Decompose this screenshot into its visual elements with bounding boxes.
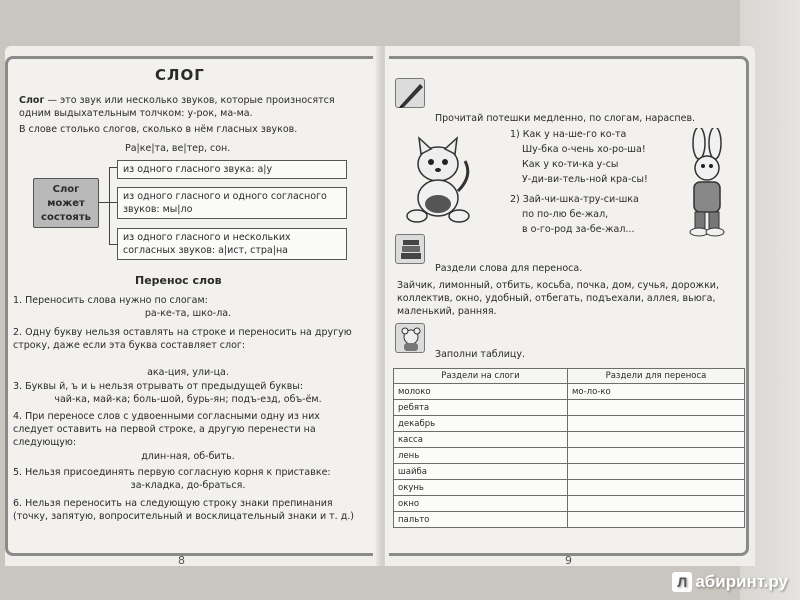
section-subtitle: Перенос слов (135, 274, 222, 287)
cat-illustration (403, 136, 473, 226)
table-cell (568, 496, 745, 512)
connector (109, 244, 117, 245)
table-cell (568, 512, 745, 528)
rule-line: В слове столько слогов, сколько в нём гласных звуков. (19, 124, 298, 135)
diagram-rule-2: из одного гласного и одного согласного звуков: мы|ло (117, 187, 347, 219)
task-3-text: Заполни таблицу. (435, 349, 525, 360)
table-cell (568, 448, 745, 464)
rule-item-3-example: чай-ка, май-ка; боль-шой, бурь-ян; подъ-езд, объ-ём. (54, 394, 322, 405)
definition-text: — это звук или несколько звуков, которые произносятся одним выдыхательным толчком: у-рок, ма-ма. (19, 95, 335, 119)
rhyme-2-line-1: 2) Зай-чи-шка-тру-си-шка (510, 194, 639, 205)
table-header: Раздели на слоги (394, 369, 568, 384)
table-header-row (394, 369, 745, 384)
table-cell: касса (394, 432, 568, 448)
table-row (394, 496, 745, 512)
table-cell: пальто (394, 512, 568, 528)
table-cell: окно (394, 496, 568, 512)
table-cell: декабрь (394, 416, 568, 432)
watermark (672, 572, 788, 592)
watermark-badge: Л (672, 572, 692, 592)
left-page (5, 46, 380, 566)
hare-illustration (677, 128, 737, 238)
task-1-text: Прочитай потешки медленно, по слогам, нараспев. (435, 113, 696, 124)
page-number: 8 (178, 554, 185, 567)
fill-table (393, 368, 745, 528)
page-title: СЛОГ (155, 66, 205, 84)
rule-item-5: 5. Нельзя присоединять первую согласную корня к приставке: (13, 467, 331, 478)
connector (99, 202, 109, 203)
rhyme-2-line-2: по по-лю бе-жал, (522, 209, 609, 220)
rule-item-1: 1. Переносить слова нужно по слогам: (13, 295, 208, 306)
definition-term: Слог (19, 95, 45, 106)
table-row (394, 480, 745, 496)
rule-item-4-example: длин-ная, об-бить. (141, 451, 235, 462)
diagram-rule-3: из одного гласного и нескольких согласных звуков: а|ист, стра|на (117, 228, 347, 260)
connector (109, 167, 117, 168)
definition (19, 94, 369, 120)
watermark-text: абиринт.ру (695, 572, 788, 591)
table-cell: шайба (394, 464, 568, 480)
table-row (394, 432, 745, 448)
table-row (394, 448, 745, 464)
page-number: 9 (565, 554, 572, 567)
rhyme-1-line-2: Шу-бка о-чень хо-ро-ша! (522, 144, 646, 155)
rhyme-2-line-3: в о-го-род за-бе-жал... (522, 224, 635, 235)
table-cell (568, 464, 745, 480)
connector (109, 202, 117, 203)
table-header: Раздели для переноса (568, 369, 745, 384)
rhyme-1-line-4: У-ди-ви-тель-ной кра-сы! (522, 174, 648, 185)
table-cell (568, 480, 745, 496)
rule-item-6: 6. Нельзя переносить на следующую строку знаки препинания (точку, запятую, вопросительный и восклицательный знаки и т. д.) (13, 498, 355, 522)
rule-item-2: 2. Одну букву нельзя оставлять на строке и переносить на другую строку, даже если эта буква составляет слог: (13, 327, 352, 351)
rule-item-4: 4. При переносе слов с удвоенными согласными одну из них следует оставить на первой строке, а другую перенести на следующую: (13, 411, 320, 448)
rhyme-1-line-1: 1) Как у на-ше-го ко-та (510, 129, 627, 140)
rule-item-1-example: ра-ке-та, шко-ла. (144, 308, 232, 319)
connector (109, 167, 110, 245)
table-row (394, 416, 745, 432)
diagram-label-box: Слог может состоять (33, 178, 99, 228)
table-cell: окунь (394, 480, 568, 496)
table-cell (568, 416, 745, 432)
table-row (394, 512, 745, 528)
table-cell: лень (394, 448, 568, 464)
diagram-rule-1: из одного гласного звука: а|у (117, 160, 347, 179)
pen-icon (395, 78, 425, 108)
bear-icon (395, 323, 425, 353)
examples-line: Ра|ке|та, ве|тер, сон. (125, 143, 231, 154)
table-cell: мо-ло-ко (568, 384, 745, 400)
table-cell (568, 432, 745, 448)
table-row (394, 400, 745, 416)
task-2-words: Зайчик, лимонный, отбить, косьба, почка, дом, сучья, дорожки, коллектив, окно, удобный, отбегать, подъехали, аллея, вьюга, маленький, ранняя. (397, 280, 720, 317)
table-cell (568, 400, 745, 416)
table-row (394, 464, 745, 480)
rule-item-3: 3. Буквы й, ъ и ь нельзя отрывать от предыдущей буквы: (13, 381, 304, 392)
rule-item-2-example: ака-ция, ули-ца. (147, 367, 229, 378)
task-2-text: Раздели слова для переноса. (435, 263, 583, 274)
book-icon (395, 234, 425, 264)
rhyme-1-line-3: Как у ко-ти-ка у-сы (522, 159, 619, 170)
table-cell: молоко (394, 384, 568, 400)
table-row (394, 384, 745, 400)
table-cell: ребята (394, 400, 568, 416)
rule-item-5-example: за-кладка, до-браться. (130, 480, 246, 491)
